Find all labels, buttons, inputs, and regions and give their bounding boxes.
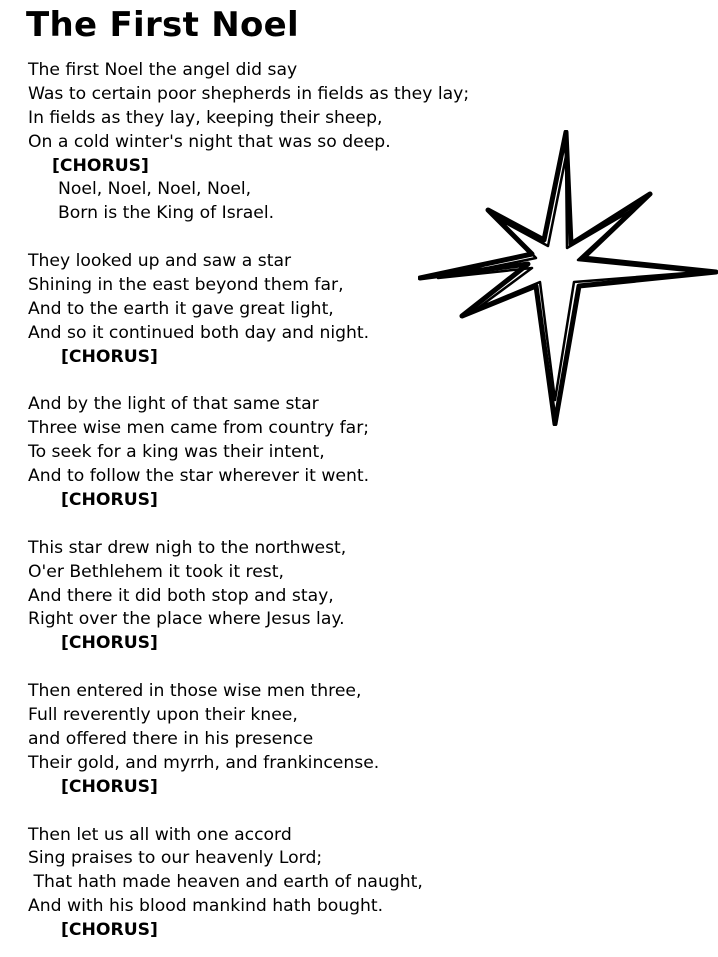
- verse-line: And to the earth it gave great light,: [28, 298, 334, 319]
- verse-line: In fields as they lay, keeping their sheep,: [28, 107, 383, 128]
- verse-1: [28, 59, 469, 226]
- page-title: The First Noel: [26, 5, 299, 45]
- verse-line: And by the light of that same star: [28, 394, 319, 415]
- verse-gap: [28, 800, 469, 824]
- chorus-label: [CHORUS]: [61, 633, 158, 654]
- verse-line: And to follow the star wherever it went.: [28, 466, 370, 487]
- chorus-line: Noel, Noel, Noel, Noel,: [58, 179, 252, 200]
- verse-line: And with his blood mankind hath bought.: [28, 896, 384, 917]
- verse-line: Full reverently upon their knee,: [28, 705, 298, 726]
- verse-4: [28, 537, 469, 656]
- chorus-label: [CHORUS]: [52, 155, 149, 176]
- verse-line: To seek for a king was their intent,: [28, 442, 325, 463]
- chorus-label: [CHORUS]: [61, 490, 158, 511]
- verse-line: Right over the place where Jesus lay.: [28, 609, 345, 630]
- eight-point-star-icon: [418, 130, 718, 426]
- verse-5: [28, 680, 469, 799]
- verse-gap: [28, 370, 469, 394]
- verse-line: And so it continued both day and night.: [28, 322, 370, 343]
- verse-gap: [28, 513, 469, 537]
- verse-line: Sing praises to our heavenly Lord;: [28, 848, 323, 869]
- verse-line: This star drew nigh to the northwest,: [28, 537, 347, 558]
- verse-gap: [28, 656, 469, 680]
- verse-2: [28, 250, 469, 369]
- verse-line: They looked up and saw a star: [28, 251, 292, 272]
- verse-line: Their gold, and myrrh, and frankincense.: [28, 752, 380, 773]
- verse-line: Was to certain poor shepherds in fields as they lay;: [28, 83, 470, 104]
- chorus-label: [CHORUS]: [61, 346, 158, 367]
- verse-line: O'er Bethlehem it took it rest,: [28, 561, 284, 582]
- verse-line: On a cold winter's night that was so deep.: [28, 131, 391, 152]
- verse-line: That hath made heaven and earth of naught,: [28, 872, 423, 893]
- verse-line: Then let us all with one accord: [28, 824, 292, 845]
- verse-6: [28, 824, 469, 943]
- verse-line: The first Noel the angel did say: [28, 60, 298, 80]
- verse-line: and offered there in his presence: [28, 728, 314, 749]
- verse-gap: [28, 226, 469, 250]
- chorus-label: [CHORUS]: [61, 920, 158, 941]
- lyrics: [28, 59, 469, 943]
- verse-line: Then entered in those wise men three,: [28, 681, 362, 702]
- chorus-label: [CHORUS]: [61, 776, 158, 797]
- verse-3: [28, 393, 469, 512]
- verse-line: And there it did both stop and stay,: [28, 585, 334, 606]
- verse-line: Three wise men came from country far;: [28, 418, 370, 439]
- chorus-line: Born is the King of Israel.: [58, 203, 275, 224]
- verse-line: Shining in the east beyond them far,: [28, 275, 344, 296]
